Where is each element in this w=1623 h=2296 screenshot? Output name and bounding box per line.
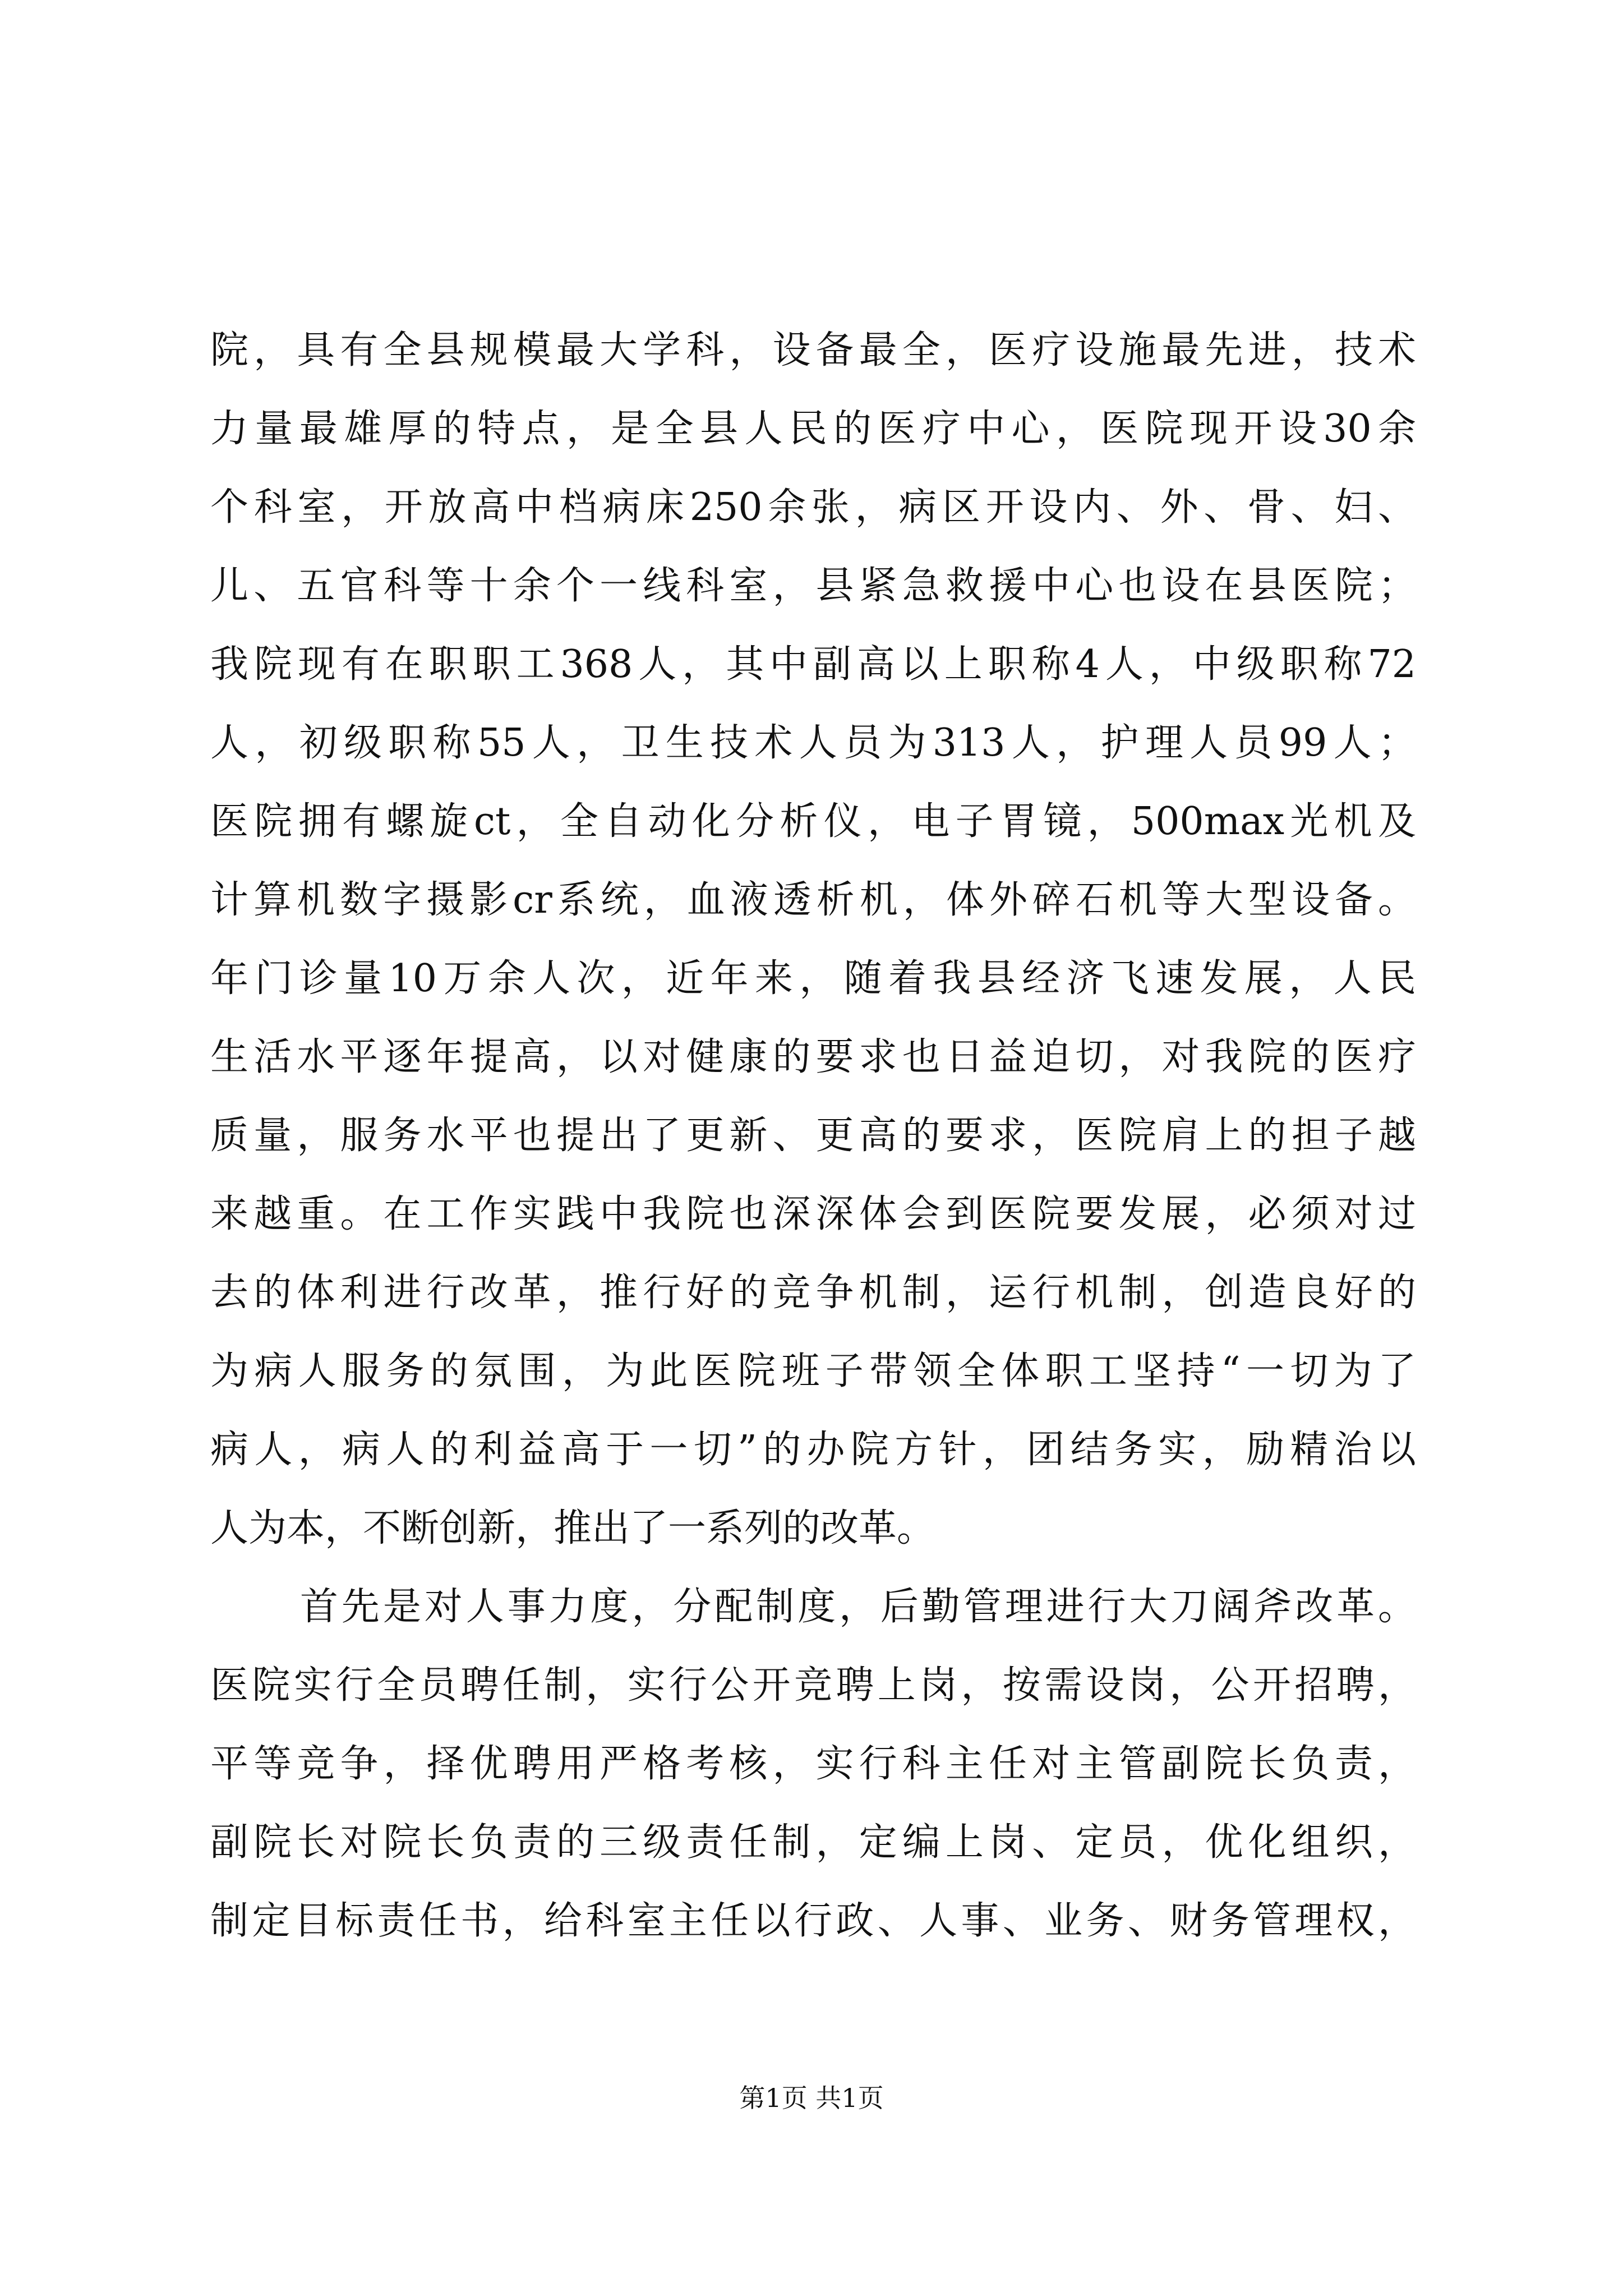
- text-line: 病人，病人的利益高于一切”的办院方针，团结务实，励精治以: [210, 1428, 1416, 1472]
- text-line: 生活水平逐年提高，以对健康的要求也日益迫切，对我院的医疗: [210, 1035, 1416, 1079]
- text-line: 来越重。在工作实践中我院也深深体会到医院要发展，必须对过: [210, 1192, 1416, 1236]
- text-line: 医院拥有螺旋ct，全自动化分析仪，电子胃镜，500max光机及: [210, 799, 1416, 844]
- text-line: 去的体利进行改革，推行好的竞争机制，运行机制，创造良好的: [210, 1271, 1416, 1315]
- text-line: 力量最雄厚的特点，是全县人民的医疗中心，医院现开设30余: [210, 407, 1416, 451]
- text-line: 人为本，不断创新，推出了一系列的改革。: [210, 1506, 935, 1550]
- text-line: 医院实行全员聘任制，实行公开竞聘上岗，按需设岗，公开招聘，: [210, 1663, 1416, 1708]
- text-line: 人，初级职称55人，卫生技术人员为313人，护理人员99人；: [210, 721, 1416, 765]
- text-line: 质量，服务水平也提出了更新、更高的要求，医院肩上的担子越: [210, 1114, 1416, 1158]
- text-line: 平等竞争，择优聘用严格考核，实行科主任对主管副院长负责，: [210, 1742, 1416, 1786]
- text-line: 我院现有在职职工368人，其中副高以上职称4人，中级职称72: [210, 642, 1416, 687]
- text-line: 副院长对院长负责的三级责任制，定编上岗、定员，优化组织，: [210, 1820, 1416, 1865]
- text-line: 为病人服务的氛围，为此医院班子带领全体职工坚持“一切为了: [210, 1349, 1417, 1393]
- paragraph-2: [210, 1568, 1416, 1961]
- text-line: 制定目标责任书，给科室主任以行政、人事、业务、财务管理权，: [210, 1899, 1416, 1943]
- text-line: 个科室，开放高中档病床250余张，病区开设内、外、骨、妇、: [210, 485, 1416, 530]
- page-footer: 第1页 共1页: [739, 2083, 884, 2113]
- paragraph-1: [210, 311, 1416, 1568]
- document-body: [210, 311, 1416, 1961]
- text-line: 儿、五官科等十余个一线科室，县紧急救援中心也设在县医院；: [210, 564, 1416, 608]
- text-line: 首先是对人事力度，分配制度，后勤管理进行大刀阔斧改革。: [300, 1585, 1416, 1629]
- text-line: 院，具有全县规模最大学科，设备最全，医疗设施最先进，技术: [210, 328, 1416, 372]
- text-line: 年门诊量10万余人次，近年来，随着我县经济飞速发展，人民: [210, 956, 1416, 1001]
- text-line: 计算机数字摄影cr系统，血液透析机，体外碎石机等大型设备。: [210, 878, 1416, 922]
